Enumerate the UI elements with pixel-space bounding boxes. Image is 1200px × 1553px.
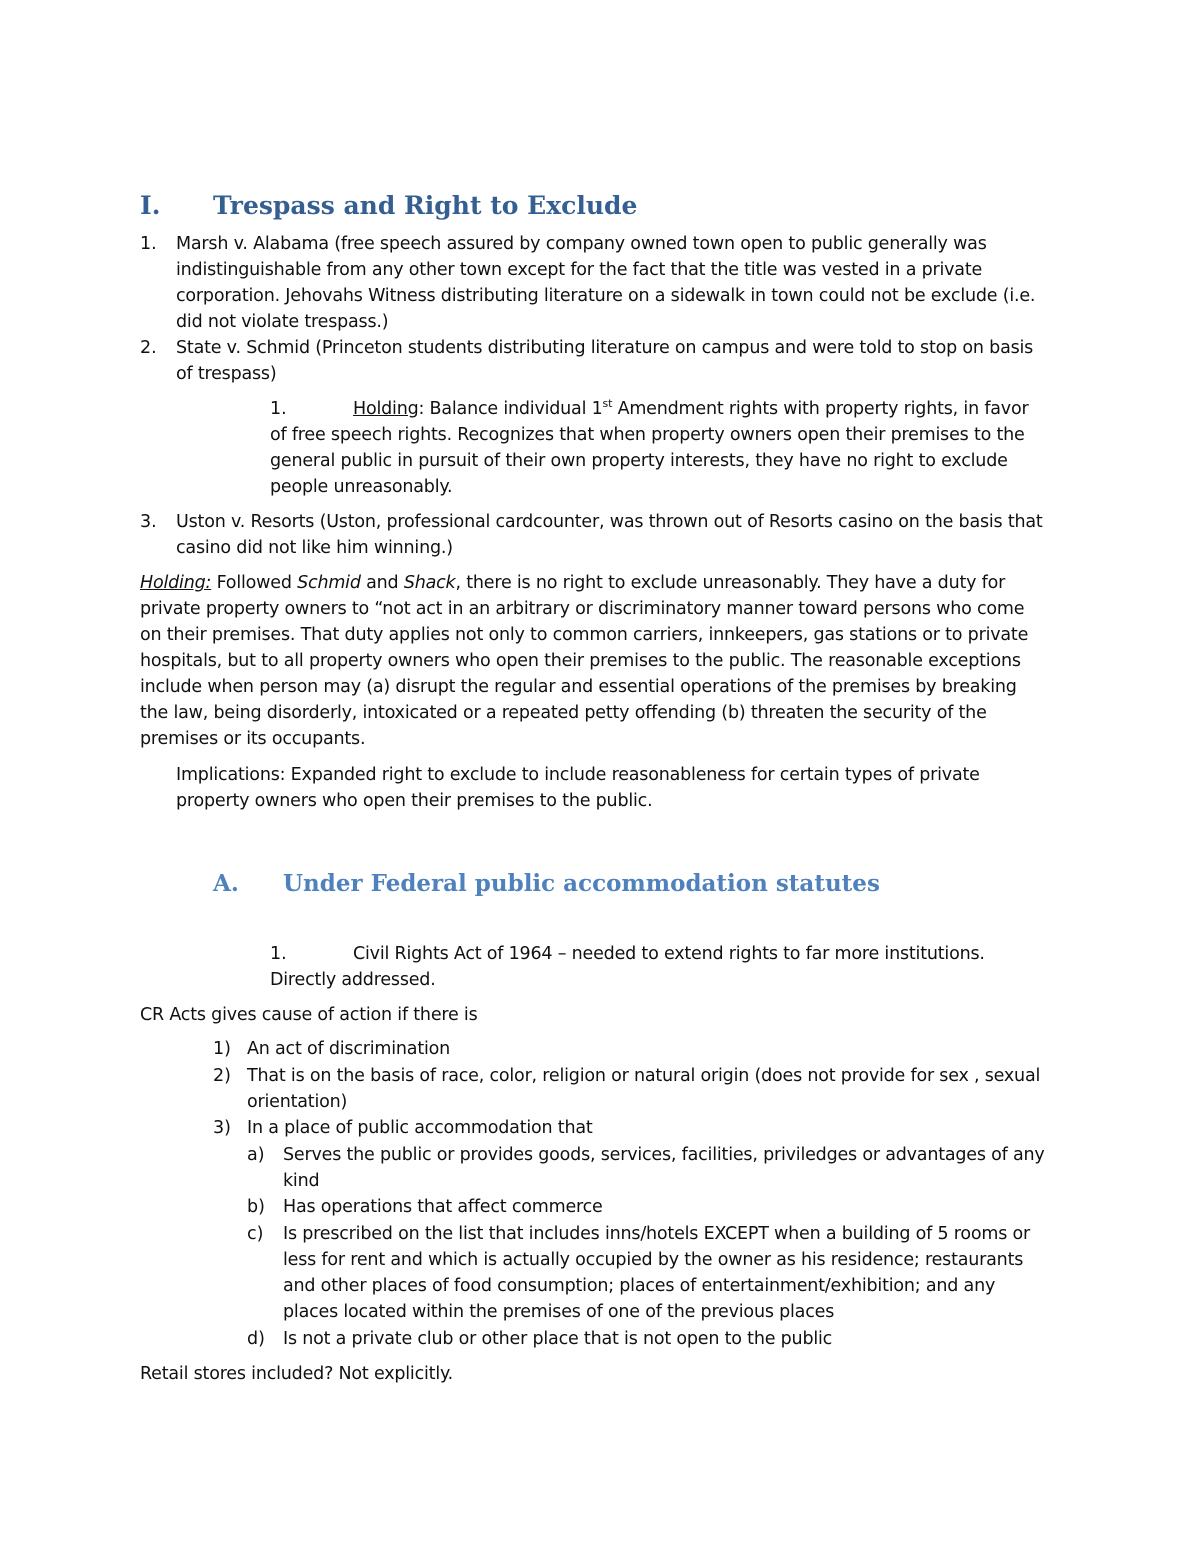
case-line: did not violate trespass.)	[176, 312, 389, 332]
holding-line: general public in pursuit of their own property interests, they have no right to exclude	[270, 451, 1008, 471]
holding-line: the law, being disorderly, intoxicated or a repeated petty offending (b) threaten the security of the	[140, 703, 987, 723]
cr-subitem-line: less for rent and which is actually occupied by the owner as his residence; restaurants	[283, 1250, 1024, 1270]
civil-rights-line: Directly addressed.	[270, 970, 436, 990]
list-number: 2.	[140, 338, 157, 358]
cr-item-line: An act of discrimination	[247, 1039, 451, 1059]
cr-subitem-line: places located within the premises of one of the previous places	[283, 1302, 835, 1322]
holding-line: Holding: Balance individual 1st Amendment rights with property rights, in favor	[353, 397, 1029, 419]
subsection-title: Under Federal public accommodation statutes	[283, 870, 880, 897]
holding-line: hospitals, but to all property owners who open their premises to the public. The reasonable exceptions	[140, 651, 1021, 671]
holding-line: private property owners to “not act in an arbitrary or discriminatory manner toward persons who come	[140, 599, 1025, 619]
list-number: 1.	[270, 399, 287, 419]
case-line: Marsh v. Alabama (free speech assured by company owned town open to public generally was	[176, 234, 987, 254]
section-title: Trespass and Right to Exclude	[213, 191, 638, 220]
section-numeral: I.	[140, 191, 161, 220]
list-number: 1)	[213, 1039, 231, 1059]
closing-line: Retail stores included? Not explicitly.	[140, 1364, 454, 1384]
cr-intro: CR Acts gives cause of action if there is	[140, 1005, 478, 1025]
holding-line: premises or its occupants.	[140, 729, 366, 749]
cr-subitem-line: Is prescribed on the list that includes inns/hotels EXCEPT when a building of 5 rooms or	[283, 1224, 1030, 1244]
case-line: indistinguishable from any other town except for the fact that the title was vested in a private	[176, 260, 983, 280]
list-letter: b)	[247, 1197, 265, 1217]
case-line: casino did not like him winning.)	[176, 538, 453, 558]
holding-label: Holding	[353, 399, 419, 419]
cr-subitem-line: and other places of food consumption; places of entertainment/exhibition; and any	[283, 1276, 996, 1296]
holding-line: include when person may (a) disrupt the regular and essential operations of the premises by breaking	[140, 677, 1017, 697]
list-number: 3.	[140, 512, 157, 532]
civil-rights-line: Civil Rights Act of 1964 – needed to extend rights to far more institutions.	[353, 944, 985, 964]
holding-line: of free speech rights. Recognizes that when property owners open their premises to the	[270, 425, 1025, 445]
cr-subitem-line: Is not a private club or other place that is not open to the public	[283, 1329, 833, 1349]
cr-subitem-line: Serves the public or provides goods, services, facilities, priviledges or advantages of any	[283, 1145, 1045, 1165]
subsection-letter: A.	[213, 870, 239, 897]
list-letter: c)	[247, 1224, 264, 1244]
holding-label: Holding:	[140, 573, 212, 593]
case-line: corporation. Jehovahs Witness distributing literature on a sidewalk in town could not be exclude (i.e.	[176, 286, 1036, 306]
holding-line: Holding: Followed Schmid and Shack, there is no right to exclude unreasonably. They have a duty for	[140, 573, 1006, 593]
case-line: State v. Schmid (Princeton students distributing literature on campus and were told to stop on basis	[176, 338, 1034, 358]
cr-item-line: That is on the basis of race, color, religion or natural origin (does not provide for sex , sexual	[247, 1066, 1041, 1086]
implications-line: property owners who open their premises to the public.	[176, 791, 653, 811]
list-number: 2)	[213, 1066, 231, 1086]
case-line: of trespass)	[176, 364, 277, 384]
holding-line: on their premises. That duty applies not only to common carriers, innkeepers, gas stations or to private	[140, 625, 1029, 645]
cr-item-line: In a place of public accommodation that	[247, 1118, 593, 1138]
list-number: 1.	[140, 234, 157, 254]
cr-subitem-line: Has operations that affect commerce	[283, 1197, 603, 1217]
cr-item-line: orientation)	[247, 1092, 348, 1112]
holding-line: people unreasonably.	[270, 477, 453, 497]
list-letter: d)	[247, 1329, 265, 1349]
list-number: 1.	[270, 944, 287, 964]
case-line: Uston v. Resorts (Uston, professional cardcounter, was thrown out of Resorts casino on the basis that	[176, 512, 1043, 532]
list-number: 3)	[213, 1118, 231, 1138]
cr-subitem-line: kind	[283, 1171, 320, 1191]
implications-line: Implications: Expanded right to exclude to include reasonableness for certain types of private	[176, 765, 980, 785]
list-letter: a)	[247, 1145, 265, 1165]
